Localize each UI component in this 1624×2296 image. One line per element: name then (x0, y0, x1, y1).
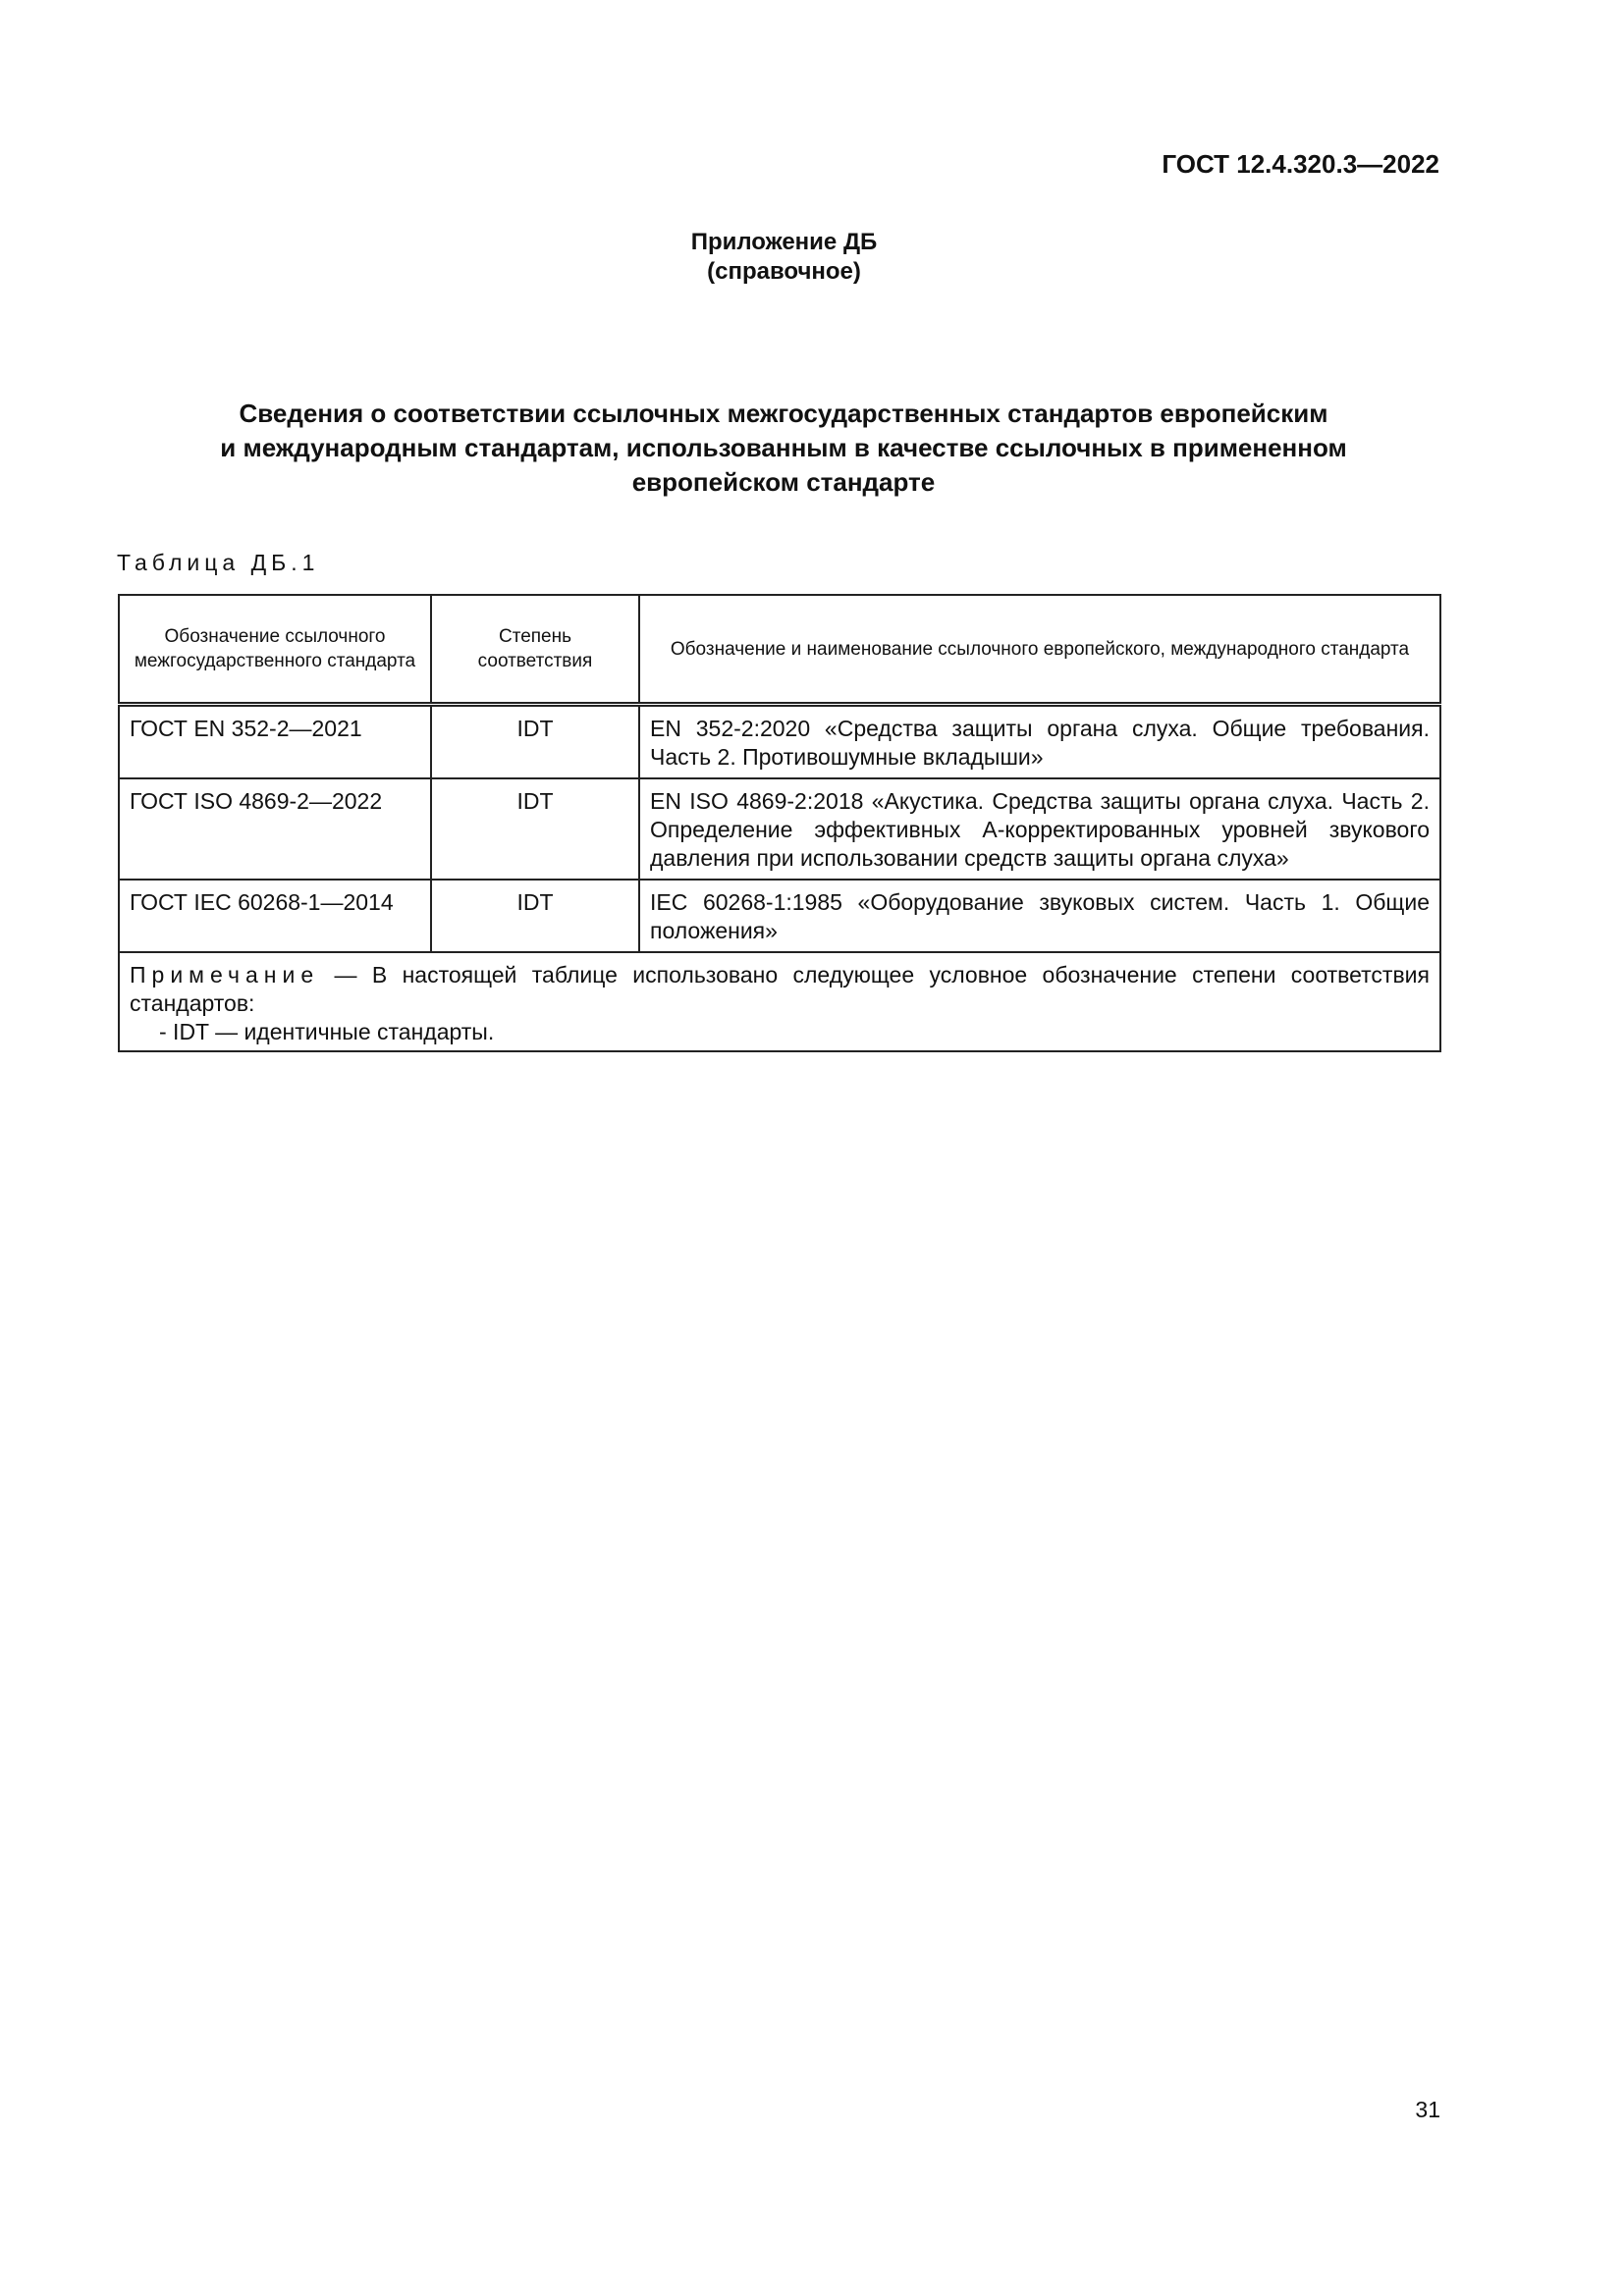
page-number: 31 (1415, 2097, 1440, 2122)
header-reference: Обозначение и наименование ссылочного европейского, международного стандарта (639, 595, 1440, 705)
standards-table (118, 594, 1441, 1052)
document-title-line: Сведения о соответствии ссылочных межгосударственных стандартов европейским (239, 399, 1328, 428)
table-label: Таблица ДБ.1 (117, 550, 320, 575)
document-title-line: и международным стандартам, использованным в качестве ссылочных в примененном (220, 433, 1347, 462)
cell-degree: IDT (431, 778, 639, 880)
table-header-row (119, 595, 1440, 705)
table-note-row (119, 952, 1440, 1051)
cell-designation: ГОСТ IEC 60268-1—2014 (119, 880, 431, 952)
header-designation: Обозначение ссылочного межгосударственного стандарта (119, 595, 431, 705)
appendix-subtitle: (справочное) (707, 258, 861, 285)
document-code: ГОСТ 12.4.320.3—2022 (1162, 149, 1439, 179)
table-row (119, 705, 1440, 779)
cell-designation: ГОСТ EN 352-2—2021 (119, 705, 431, 779)
document-title-line: европейском стандарте (631, 467, 936, 497)
note-list-item: - IDT — идентичные стандарты. (159, 1019, 495, 1044)
cell-reference: EN ISO 4869-2:2018 «Акустика. Средства защиты органа слуха. Часть 2. Определение эффективных А-корректированных уровней звукового давления при использовании средств защиты органа слуха» (639, 778, 1440, 880)
cell-degree: IDT (431, 705, 639, 779)
cell-designation: ГОСТ ISO 4869-2—2022 (119, 778, 431, 880)
document-title (118, 397, 1449, 500)
table-row (119, 778, 1440, 880)
standards-table-container (118, 594, 1441, 1052)
note-label: Примечание (130, 962, 320, 988)
table-row (119, 880, 1440, 952)
cell-reference: IEC 60268-1:1985 «Оборудование звуковых систем. Часть 1. Общие положения» (639, 880, 1440, 952)
table-note (119, 952, 1440, 1051)
header-degree: Степень соответствия (431, 595, 639, 705)
appendix-title: Приложение ДБ (690, 229, 878, 255)
appendix-heading (0, 228, 1568, 287)
cell-degree: IDT (431, 880, 639, 952)
note-text: — В настоящей таблице использовано следующее условное обозначение степени соответствия стандартов: (130, 962, 1430, 1016)
cell-reference: EN 352-2:2020 «Средства защиты органа слуха. Общие требования. Часть 2. Противошумные вкладыши» (639, 705, 1440, 779)
